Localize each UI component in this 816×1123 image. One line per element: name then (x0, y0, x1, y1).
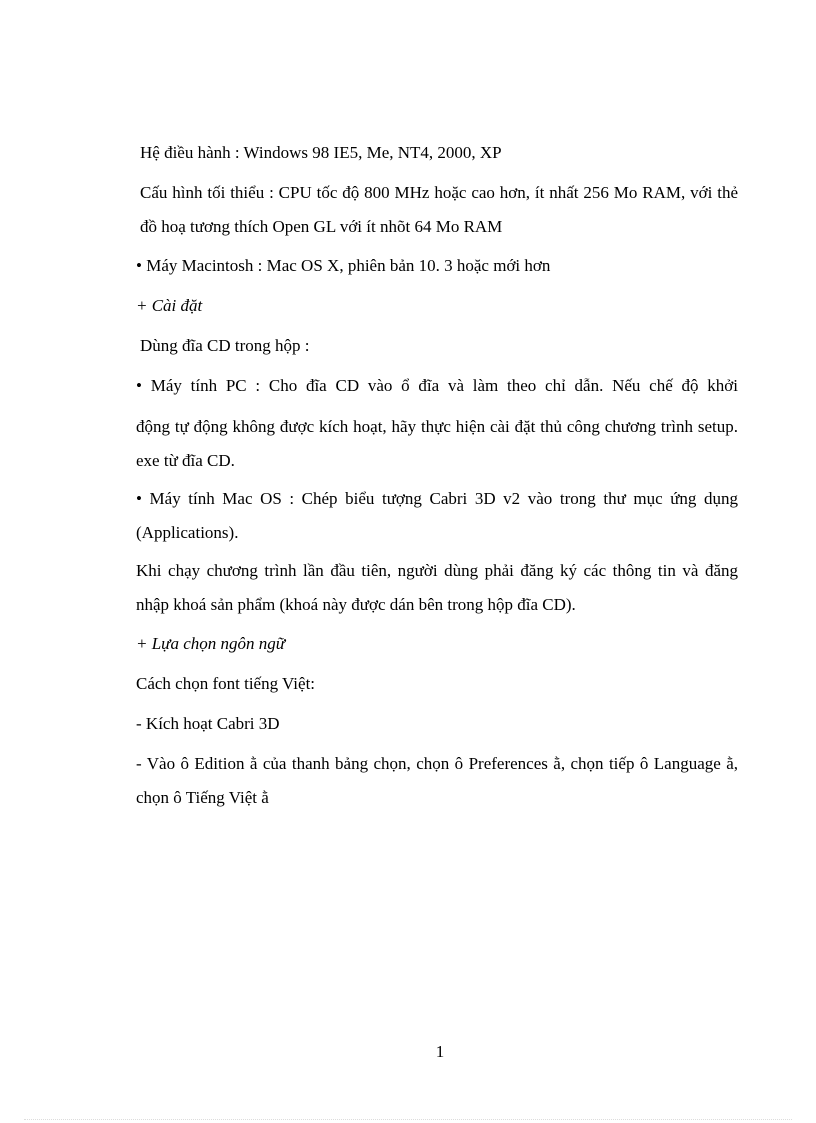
language-heading: + Lựa chọn ngôn ngữ (136, 634, 286, 653)
activate-cabri-step: - Kích hoạt Cabri 3D (136, 714, 280, 733)
vietnamese-font-heading: Cách chọn font tiếng Việt: (136, 674, 316, 693)
os-requirements: Hệ điều hành : Windows 98 IE5, Me, NT4, 2000, XP (140, 143, 502, 162)
installation-heading: + Cài đặt (136, 296, 203, 315)
cd-instructions: Dùng đĩa CD trong hộp : (140, 336, 310, 355)
mac-install-step: • Máy tính Mac OS : Chép biểu tượng Cabri 3D v2 vào trong thư mục ứng dụng (Applications). (136, 489, 738, 542)
registration-note: Khi chạy chương trình lần đầu tiên, người dùng phải đăng ký các thông tin và đăng nhập khoá sản phẩm (khoá này được dán bên trong hộp đĩa CD). (136, 561, 738, 614)
pc-install-step: • Máy tính PC : Cho đĩa CD vào ổ đĩa và làm theo chỉ dẫn. Nếu chế độ khởi (136, 376, 738, 395)
manual-install-step: động tự động không được kích hoạt, hãy thực hiện cài đặt thủ công chương trình setup. exe từ đĩa CD. (136, 417, 738, 470)
language-selection-step: - Vào ô Edition ằ của thanh bảng chọn, chọn ô Preferences ằ, chọn tiếp ô Language ằ, chọn ô Tiếng Việt ằ (136, 754, 738, 807)
macintosh-requirements: • Máy Macintosh : Mac OS X, phiên bản 10. 3 hoặc mới hơn (136, 256, 551, 275)
minimum-config: Cấu hình tối thiểu : CPU tốc độ 800 MHz hoặc cao hơn, ít nhất 256 Mo RAM, với thẻ đồ hoạ tương thích Open GL với ít nhõt 64 Mo RAM (140, 183, 738, 236)
page-bottom-divider (24, 1119, 792, 1120)
page-number: 1 (435, 1042, 445, 1061)
